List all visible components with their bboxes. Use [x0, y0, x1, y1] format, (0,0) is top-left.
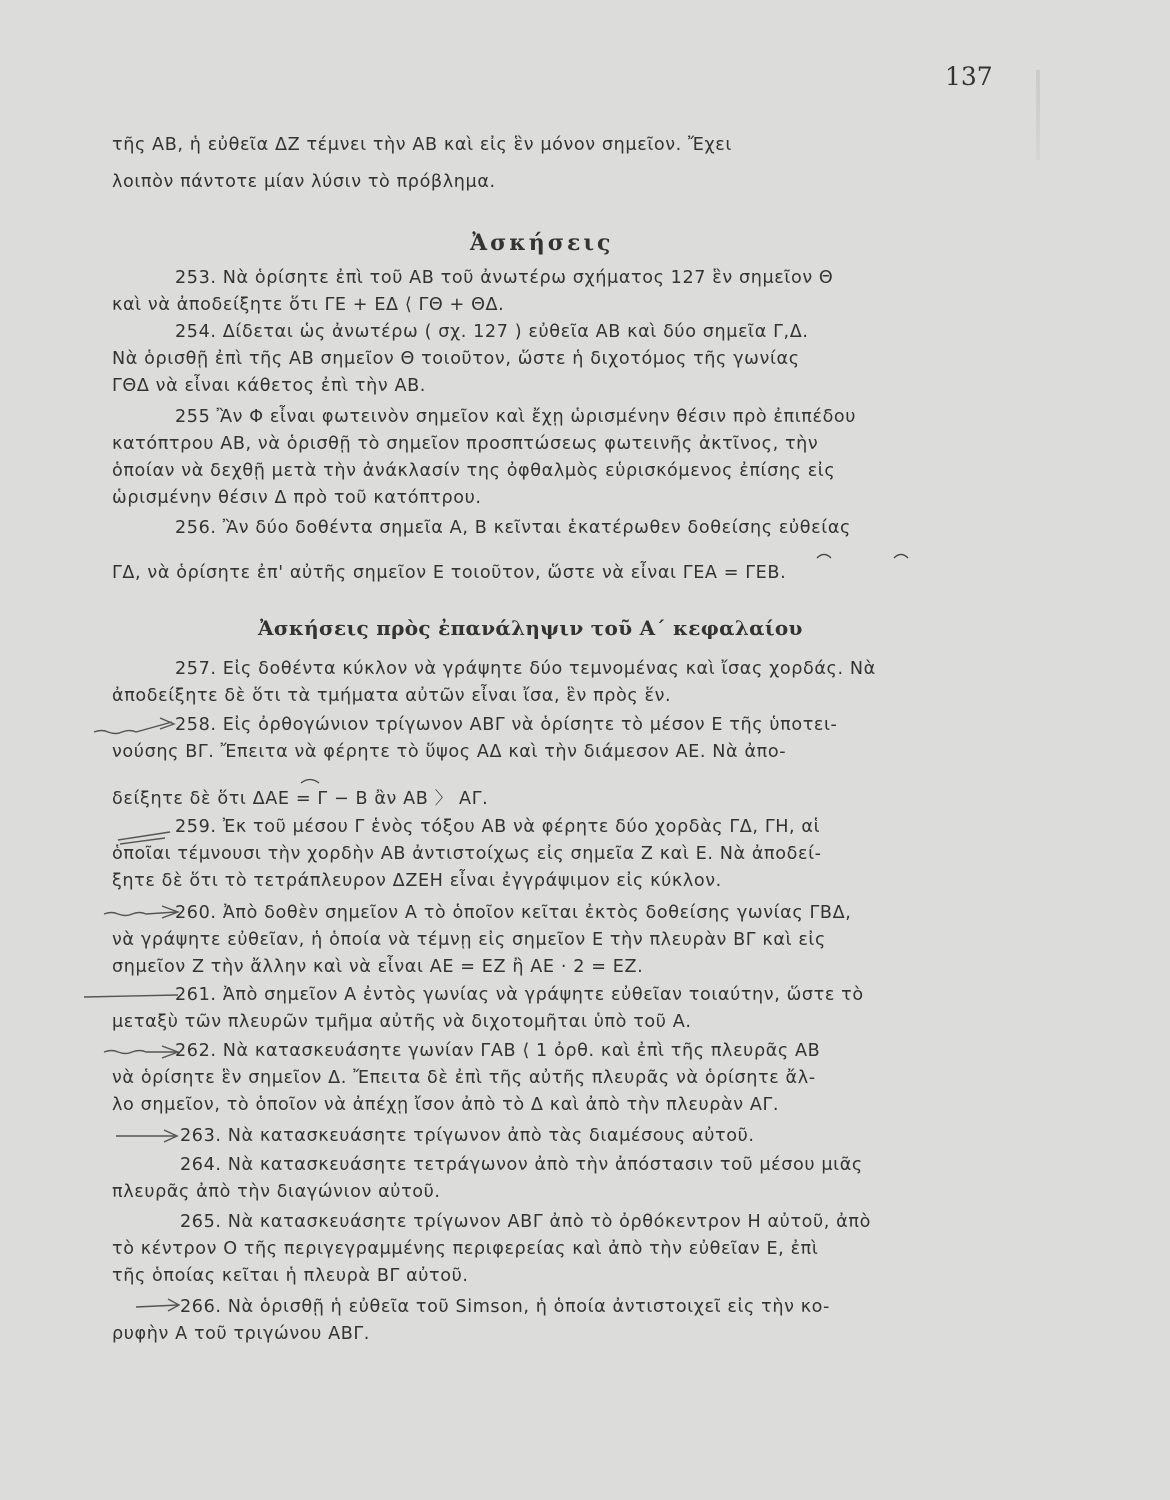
margin-arrow	[84, 995, 178, 997]
margin-arrow	[104, 1051, 176, 1054]
exercise-line: 261. Ἀπὸ σημεῖον Α ἐντὸς γωνίας νὰ γράψητε εὐθεῖαν τοιαύτην, ὥστε τὸ	[175, 985, 864, 1005]
exercise-line: ΓΘΔ νὰ εἶναι κάθετος ἐπὶ τὴν ΑΒ.	[112, 376, 426, 396]
margin-arrow	[104, 912, 176, 916]
exercise-line: 259. Ἐκ τοῦ μέσου Γ ἑνὸς τόξου ΑΒ νὰ φέρητε δύο χορδὰς ΓΔ, ΓΗ, αἱ	[175, 817, 821, 837]
exercise-line: 262. Νὰ κατασκευάσητε γωνίαν ΓΑΒ ⟨ 1 ὀρθ. καὶ ἐπὶ τῆς πλευρᾶς ΑΒ	[175, 1041, 821, 1061]
text-line: λοιπὸν πάντοτε μίαν λύσιν τὸ πρόβλημα.	[112, 172, 496, 192]
exercise-line: ὁποῖαι τέμνουσι τὴν χορδὴν ΑΒ ἀντιστοίχως εἰς σημεῖα Ζ καὶ Ε. Νὰ ἀποδεί-	[112, 844, 822, 864]
exercise-line: σημεῖον Ζ τὴν ἄλλην καὶ νὰ εἶναι ΑΕ = ΕΖ ἢ ΑΕ · 2 = ΕΖ.	[112, 957, 644, 977]
exercise-line: νὰ ὁρίσητε ἓν σημεῖον Δ. Ἔπειτα δὲ ἐπὶ τῆς αὐτῆς πλευρᾶς νὰ ὁρίσητε ἄλ-	[112, 1068, 816, 1088]
exercise-line: 260. Ἀπὸ δοθὲν σημεῖον Α τὸ ὁποῖον κεῖται ἐκτὸς δοθείσης γωνίας ΓΒΔ,	[175, 903, 852, 923]
exercise-line: 266. Νὰ ὁρισθῇ ἡ εὐθεῖα τοῦ Simson, ἡ ὁποία ἀντιστοιχεῖ εἰς τὴν κο-	[180, 1297, 830, 1317]
exercise-line: 263. Νὰ κατασκευάσητε τρίγωνον ἀπὸ τὰς διαμέσους αὐτοῦ.	[180, 1126, 755, 1146]
exercise-line: τὸ κέντρον Ο τῆς περιγεγραμμένης περιφερείας καὶ ἀπὸ τὴν εὐθεῖαν Ε, ἐπὶ	[112, 1239, 819, 1259]
exercise-line: δείξητε δὲ ὅτι ΔΑΕ = Γ − Β ἂν ΑΒ 〉 ΑΓ.	[112, 789, 489, 809]
exercise-line: 258. Εἰς ὀρθογώνιον τρίγωνον ΑΒΓ νὰ ὁρίσητε τὸ μέσον Ε τῆς ὑποτει-	[175, 715, 838, 735]
exercise-line: τῆς ὁποίας κεῖται ἡ πλευρὰ ΒΓ αὐτοῦ.	[112, 1266, 469, 1286]
exercise-line: ρυφὴν Α τοῦ τριγώνου ΑΒΓ.	[112, 1324, 371, 1344]
exercise-line: κατόπτρου ΑΒ, νὰ ὁρισθῇ τὸ σημεῖον προσπτώσεως φωτεινῆς ἀκτῖνος, τὴν	[112, 434, 819, 454]
exercise-line: 264. Νὰ κατασκευάσητε τετράγωνον ἀπὸ τὴν ἀπόστασιν τοῦ μέσου μιᾶς	[180, 1155, 863, 1175]
exercise-line: 265. Νὰ κατασκευάσητε τρίγωνον ΑΒΓ ἀπὸ τὸ ὀρθόκεντρον Η αὐτοῦ, ἀπὸ	[180, 1212, 871, 1232]
exercise-line: ὡρισμένην θέσιν Δ πρὸ τοῦ κατόπτρου.	[112, 488, 482, 508]
exercise-line: καὶ νὰ ἀποδείξητε ὅτι ΓΕ + ΕΔ ⟨ ΓΘ + ΘΔ.	[112, 295, 505, 315]
exercise-line: ξητε δὲ ὅτι τὸ τετράπλευρον ΔΖΕΗ εἶναι ἐγγράψιμον εἰς κύκλον.	[112, 871, 722, 891]
exercise-line: νούσης ΒΓ. Ἔπειτα νὰ φέρητε τὸ ὕψος ΑΔ καὶ τὴν διάμεσον ΑΕ. Νὰ ἀπο-	[112, 742, 787, 762]
section-heading-exercises: Ἀσκήσεις	[470, 230, 614, 256]
exercise-line: νὰ γράψητε εὐθεῖαν, ἡ ὁποία νὰ τέμνῃ εἰς σημεῖον Ε τὴν πλευρὰν ΒΓ καὶ εἰς	[112, 930, 826, 950]
margin-arrow	[94, 722, 172, 734]
section-heading-review-exercises: Ἀσκήσεις πρὸς ἐπανάληψιν τοῦ Α΄ κεφαλαίου	[258, 616, 803, 640]
exercise-line: μεταξὺ τῶν πλευρῶν τμῆμα αὐτῆς νὰ διχοτομῆται ὑπὸ τοῦ Α.	[112, 1012, 692, 1032]
exercise-line: πλευρᾶς ἀπὸ τὴν διαγώνιον αὐτοῦ.	[112, 1182, 441, 1202]
exercise-line: 253. Νὰ ὁρίσητε ἐπὶ τοῦ ΑΒ τοῦ ἀνωτέρω σχήματος 127 ἓν σημεῖον Θ	[175, 268, 834, 288]
exercise-line: 255 Ἂν Φ εἶναι φωτεινὸν σημεῖον καὶ ἔχῃ ὡρισμένην θέσιν πρὸ ἐπιπέδου	[175, 407, 857, 427]
exercise-line: ἀποδείξητε δὲ ὅτι τὰ τμήματα αὐτῶν εἶναι ἴσα, ἓν πρὸς ἕν.	[112, 686, 672, 706]
exercise-line: ὁποίαν νὰ δεχθῇ μετὰ τὴν ἀνάκλασίν της ὀφθαλμὸς εὑρισκόμενος ἐπίσης εἰς	[112, 461, 836, 481]
exercise-line: Νὰ ὁρισθῇ ἐπὶ τῆς ΑΒ σημεῖον Θ τοιοῦτον, ὥστε ἡ διχοτόμος τῆς γωνίας	[112, 349, 800, 369]
exercise-line: 256. Ἂν δύο δοθέντα σημεῖα Α, Β κεῖνται ἑκατέρωθεν δοθείσης εὐθείας	[175, 518, 851, 538]
exercise-line: 257. Εἰς δοθέντα κύκλον νὰ γράψητε δύο τεμνομένας καὶ ἴσας χορδάς. Νὰ	[175, 659, 876, 679]
exercise-line: λο σημεῖον, τὸ ὁποῖον νὰ ἀπέχῃ ἴσον ἀπὸ τὸ Δ καὶ ἀπὸ τὴν πλευρὰν ΑΓ.	[112, 1095, 780, 1115]
text-line: τῆς ΑΒ, ἡ εὐθεῖα ΔΖ τέμνει τὴν ΑΒ καὶ εἰς ἓν μόνον σημεῖον. Ἔχει	[112, 135, 732, 155]
page-number: 137	[945, 62, 993, 91]
exercise-line: 254. Δίδεται ὡς ἀνωτέρω ( σχ. 127 ) εὐθεῖα ΑΒ καὶ δύο σημεῖα Γ,Δ.	[175, 322, 809, 342]
exercise-line: ΓΔ, νὰ ὁρίσητε ἐπ' αὐτῆς σημεῖον Ε τοιοῦτον, ὥστε νὰ εἶναι ΓΕΑ = ΓΕΒ.	[112, 563, 787, 583]
margin-arrow	[136, 1305, 178, 1307]
